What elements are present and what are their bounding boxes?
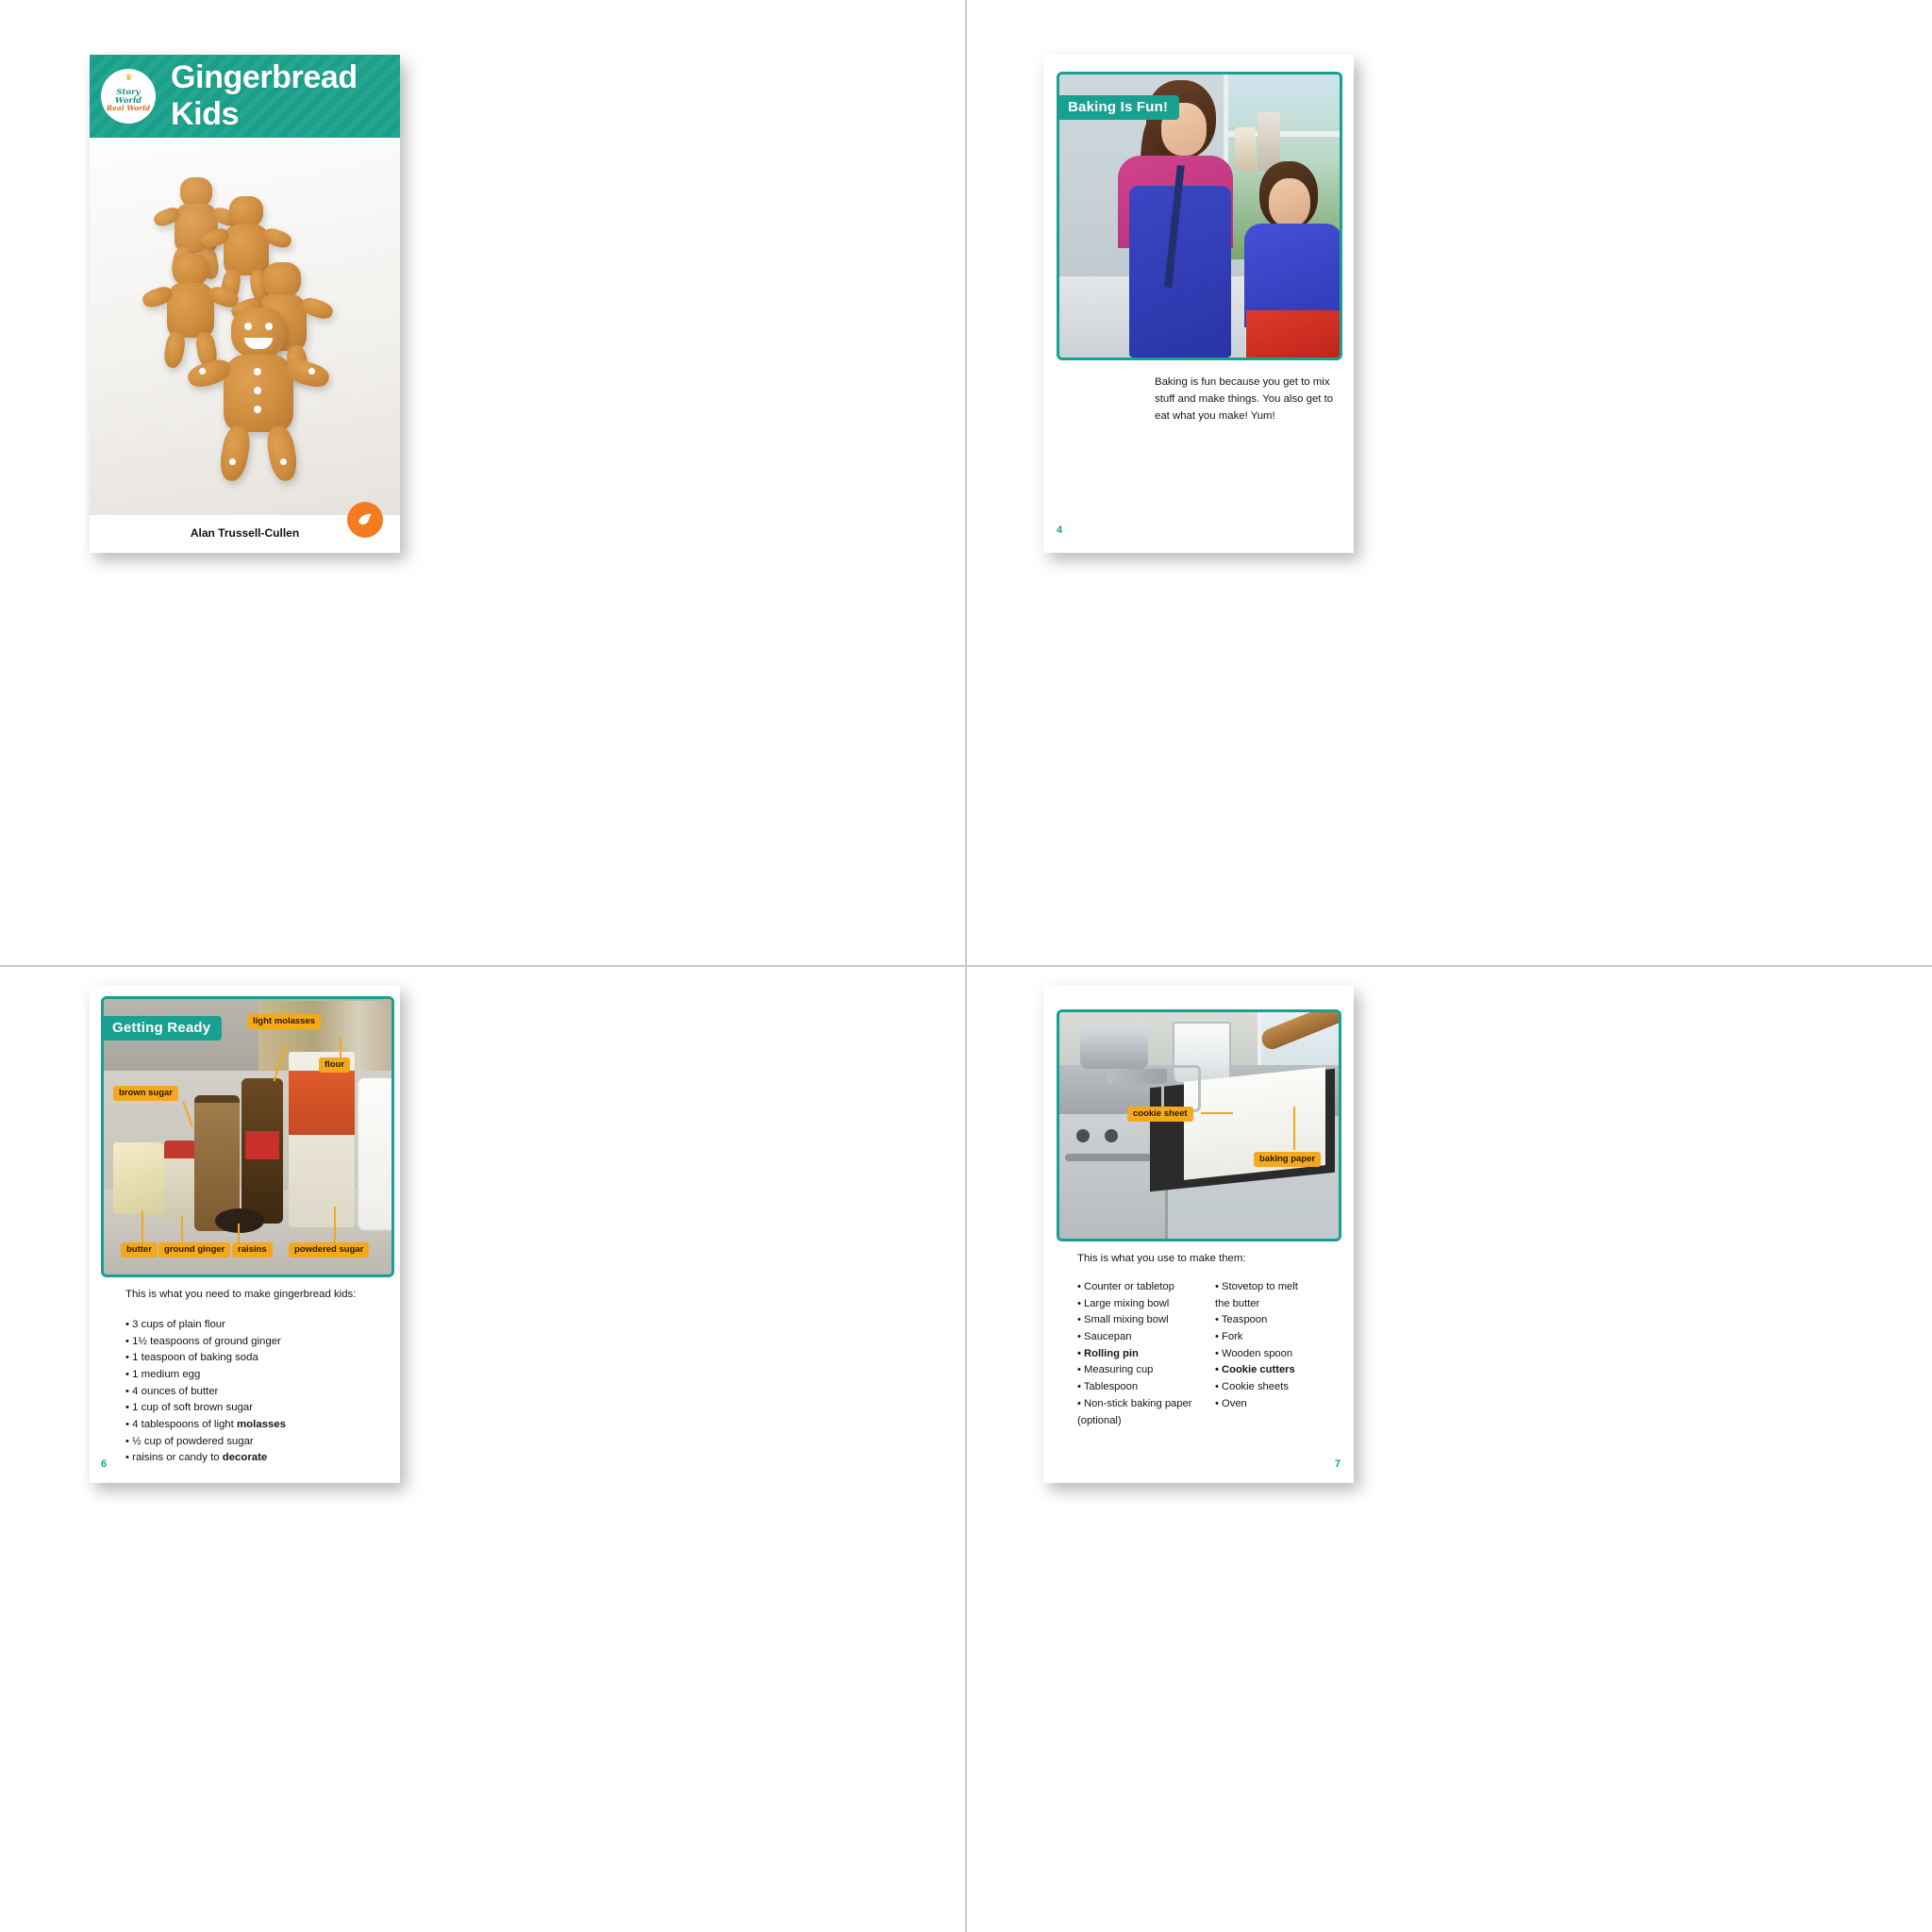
book-author: Alan Trussell-Cullen [190, 526, 300, 540]
page-4-photo [1057, 72, 1342, 360]
arrow-brown-sugar [182, 1102, 192, 1127]
ingredients-list [125, 1317, 380, 1467]
list-item: • raisins or candy to decorate [125, 1452, 268, 1464]
ground-ginger-item [164, 1141, 196, 1222]
page-6-caption: This is what you need to make gingerbread kids: [125, 1289, 357, 1300]
girl-one-apron [1129, 186, 1231, 358]
page-4-heading: Baking Is Fun! [1057, 95, 1179, 120]
callout-butter: butter [121, 1242, 158, 1257]
equipment-list-right [1215, 1279, 1338, 1429]
girl-two-apron [1246, 310, 1342, 359]
saucepan [1080, 1025, 1148, 1069]
quadrant-page-7 [966, 966, 1932, 1932]
page-7 [1043, 985, 1354, 1483]
list-item: • Large mixing bowl [1077, 1297, 1170, 1309]
utensils [1107, 1069, 1167, 1084]
list-item: • 1½ teaspoons of ground ginger [125, 1335, 281, 1347]
page-4-number: 4 [1057, 525, 1063, 536]
page-6-photo [101, 996, 394, 1277]
equipment-scene [1059, 1012, 1339, 1239]
list-item: • Oven [1215, 1397, 1247, 1409]
cover-title-band [90, 55, 400, 138]
page-7-caption: This is what you use to make them: [1077, 1253, 1246, 1264]
arrow-raisins [238, 1224, 240, 1242]
page-6 [90, 985, 400, 1483]
callout-brown-sugar: brown sugar [113, 1086, 178, 1101]
book-title: Gingerbread Kids [171, 59, 358, 132]
list-item: • Rolling pin [1077, 1347, 1139, 1359]
list-item: • Tablespoon [1077, 1381, 1139, 1393]
quadrant-cover [0, 0, 966, 966]
list-item: (optional) [1077, 1414, 1122, 1426]
equipment-lists [1077, 1279, 1338, 1429]
oven-handle [1065, 1154, 1156, 1161]
list-item: • Non-stick baking paper [1077, 1397, 1192, 1409]
list-item: • Saucepan [1077, 1331, 1132, 1343]
page-6-heading: Getting Ready [101, 1016, 222, 1041]
page-4-body-text: Baking is fun because you get to mix stuff and make things. You also get to eat what you make! Yum! [1155, 376, 1334, 423]
callout-baking-paper: baking paper [1254, 1152, 1321, 1167]
oven-knob-right [1105, 1129, 1118, 1142]
arrow-butter [142, 1210, 143, 1242]
oven-knob-left [1076, 1129, 1090, 1142]
cookie-cutter [1161, 1065, 1201, 1112]
list-item: • 4 ounces of butter [125, 1385, 219, 1397]
list-item: • Teaspoon [1215, 1314, 1268, 1326]
list-item: • 1 cup of soft brown sugar [125, 1402, 254, 1414]
arrow-powdered-sugar [334, 1207, 336, 1242]
pantry-jar [1235, 127, 1256, 171]
list-item: the butter [1215, 1297, 1260, 1309]
quadrant-page-6 [0, 966, 966, 1932]
list-item: • 4 tablespoons of light molasses [125, 1419, 286, 1431]
page-6-number: 6 [101, 1458, 108, 1470]
gingerbread-cookies-image [90, 138, 400, 515]
callout-raisins: raisins [232, 1242, 273, 1257]
page-7-photo [1057, 1009, 1341, 1241]
list-item: • Measuring cup [1077, 1364, 1154, 1376]
bird-logo-icon [347, 502, 383, 538]
callout-cookie-sheet: cookie sheet [1127, 1107, 1193, 1122]
list-item: • Small mixing bowl [1077, 1314, 1169, 1326]
raisins-item [215, 1208, 264, 1233]
molasses-bottle [242, 1078, 283, 1224]
callout-flour: flour [319, 1058, 350, 1073]
flour-box [289, 1052, 355, 1227]
arrow-baking-paper [1293, 1107, 1295, 1150]
arrow-ground-ginger [181, 1216, 183, 1242]
powdered-sugar-jar [357, 1076, 391, 1231]
callout-powdered-sugar: powdered sugar [289, 1242, 369, 1257]
page-7-number: 7 [1334, 1458, 1341, 1470]
crown-icon: ♛ [125, 73, 132, 82]
cover-photo [90, 138, 400, 515]
quadrant-page-4 [966, 0, 1932, 966]
list-item: • Wooden spoon [1215, 1347, 1293, 1359]
page-4 [1043, 55, 1354, 553]
list-item: • Counter or tabletop [1077, 1281, 1174, 1292]
equipment-list-left [1077, 1279, 1200, 1429]
list-item: • Cookie sheets [1215, 1381, 1289, 1393]
list-item: • Stovetop to melt [1215, 1281, 1298, 1292]
girl-two-face [1269, 178, 1310, 227]
pantry-box [1257, 112, 1280, 171]
book-cover-page [90, 55, 400, 553]
butter-item [113, 1142, 170, 1214]
callout-ground-ginger: ground ginger [158, 1242, 230, 1257]
list-item: • 1 medium egg [125, 1369, 201, 1381]
list-item: • ½ cup of powdered sugar [125, 1435, 254, 1447]
series-logo-line3: Real World [106, 104, 151, 113]
series-logo [101, 69, 156, 124]
list-item: • Cookie cutters [1215, 1364, 1295, 1376]
arrow-cookie-sheet [1201, 1112, 1233, 1114]
list-item: • 3 cups of plain flour [125, 1319, 225, 1330]
list-item: • 1 teaspoon of baking soda [125, 1352, 258, 1364]
series-logo-line2: World [114, 95, 142, 106]
series-logo-line1: Story [116, 88, 141, 98]
callout-light-molasses: light molasses [247, 1014, 321, 1029]
list-item: • Fork [1215, 1331, 1243, 1343]
